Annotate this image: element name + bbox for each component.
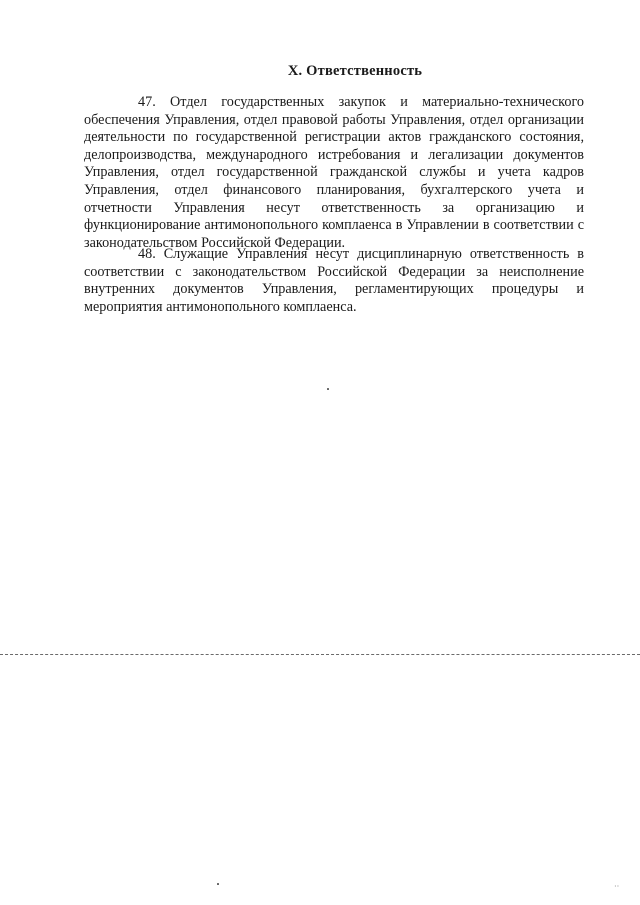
scan-corner-mark: ·· xyxy=(614,882,620,891)
section-heading: X. Ответственность xyxy=(287,63,423,79)
scan-divider-line xyxy=(0,654,640,655)
paragraph-48: 48. Служащие Управления несут дисциплинарную ответственность в соответствии с законодательством Российской Федерации за неисполнение внутренних документов Управления, регламентирующих процедуры и мероприятия антимонопольного комплаенса. xyxy=(84,246,584,315)
scan-speck xyxy=(217,883,219,885)
scan-speck xyxy=(327,388,329,390)
paragraph-47: 47. Отдел государственных закупок и материально-технического обеспечения Управления, отдел правовой работы Управления, отдел организации деятельности по государственной регистрации актов гражданского состояния, делопроизводства, международного истребования и легализации документов Управления, отдел государственной гражданской службы и учета кадров Управления, отдел финансового планирования, бухгалтерского учета и отчетности Управления несут ответственность за организацию и функционирование антимонопольного комплаенса в Управлении в соответствии с законодательством Российской Федерации. xyxy=(84,94,584,251)
